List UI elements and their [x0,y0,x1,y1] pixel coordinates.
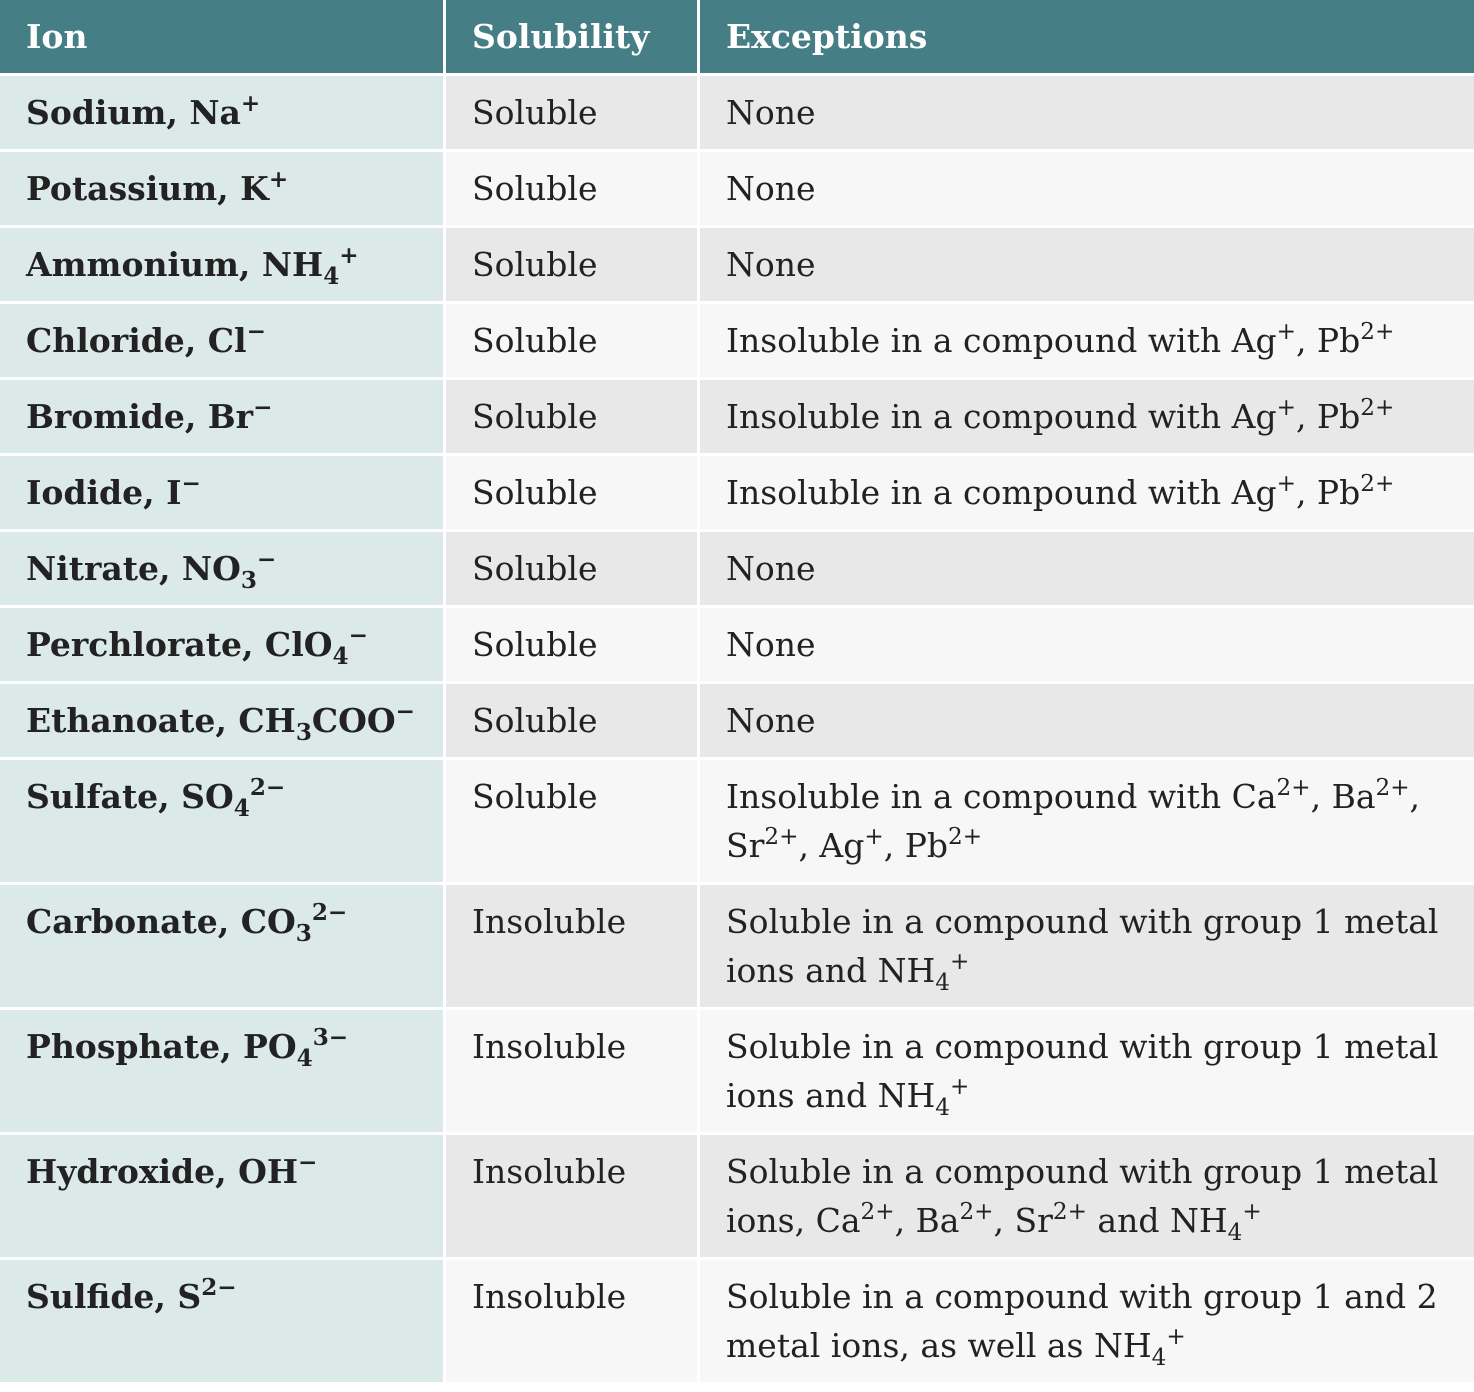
table-row [0,532,1474,608]
solubility-cell: Insoluble [446,1010,700,1135]
table-row [0,684,1474,760]
table-row [0,456,1474,532]
header-solubility: Solubility [446,0,700,76]
exceptions-cell: None [700,76,1474,152]
exceptions-cell: None [700,608,1474,684]
table-row [0,760,1474,885]
solubility-cell: Soluble [446,304,700,380]
ion-cell: Iodide, I− [0,456,446,532]
exceptions-cell: None [700,228,1474,304]
table-row [0,380,1474,456]
solubility-cell: Soluble [446,532,700,608]
exceptions-cell: Soluble in a compound with group 1 metal ions and $NH_4^+$ [700,885,1474,1010]
ion-cell: Hydroxide, OH− [0,1135,446,1260]
solubility-cell: Soluble [446,152,700,228]
ion-cell: Sodium, Na+ [0,76,446,152]
header-ion: Ion [0,0,446,76]
solubility-cell: Soluble [446,456,700,532]
solubility-cell: Insoluble [446,1135,700,1260]
table-row [0,304,1474,380]
solubility-cell: Soluble [446,760,700,885]
solubility-cell: Insoluble [446,1260,700,1385]
table-header [0,0,1474,76]
exceptions-cell: Soluble in a compound with group 1 and 2 metal ions, as well as $NH_4^+$ [700,1260,1474,1385]
table-row [0,885,1474,1010]
exceptions-cell: Insoluble in a compound with Ag+, $Pb^{2+}$ [700,304,1474,380]
header-row [0,0,1474,76]
ion-cell: Phosphate, $PO_4^{3-}$ [0,1010,446,1135]
table-body [0,76,1474,1385]
ion-cell: Sulfate, $SO_4^{2-}$ [0,760,446,885]
exceptions-cell: Insoluble in a compound with $Ca^{2+}$, $Ba^{2+}$, $Sr^{2+}$, Ag+, $Pb^{2+}$ [700,760,1474,885]
solubility-cell: Soluble [446,380,700,456]
solubility-cell: Soluble [446,684,700,760]
table-row [0,76,1474,152]
ion-cell: Carbonate, $CO_3^{2-}$ [0,885,446,1010]
table-row [0,1010,1474,1135]
table-row [0,1260,1474,1385]
ion-cell: Sulfide, $S^{2-}$ [0,1260,446,1385]
ion-cell: Potassium, K+ [0,152,446,228]
table-row [0,228,1474,304]
ion-cell: Ammonium, $NH_4^+$ [0,228,446,304]
table-row [0,152,1474,228]
exceptions-cell: Soluble in a compound with group 1 metal ions and $NH_4^+$ [700,1010,1474,1135]
exceptions-cell: None [700,684,1474,760]
header-exceptions: Exceptions [700,0,1474,76]
exceptions-cell: None [700,532,1474,608]
ion-cell: Perchlorate, ClO$_4$− [0,608,446,684]
exceptions-cell: None [700,152,1474,228]
solubility-cell: Insoluble [446,885,700,1010]
ion-cell: Chloride, Cl− [0,304,446,380]
solubility-cell: Soluble [446,228,700,304]
exceptions-cell: Insoluble in a compound with Ag+, $Pb^{2+}$ [700,456,1474,532]
solubility-cell: Soluble [446,608,700,684]
ion-cell: Bromide, Br− [0,380,446,456]
ion-cell: Ethanoate, $CH_3COO^-$ [0,684,446,760]
exceptions-cell: Soluble in a compound with group 1 metal ions, $Ca^{2+}$, $Ba^{2+}$, $Sr^{2+}$ and $NH_4^+$ [700,1135,1474,1260]
exceptions-cell: Insoluble in a compound with Ag+, $Pb^{2+}$ [700,380,1474,456]
table-row [0,608,1474,684]
solubility-cell: Soluble [446,76,700,152]
ion-cell: Nitrate, $NO_3^-$ [0,532,446,608]
table-row [0,1135,1474,1260]
